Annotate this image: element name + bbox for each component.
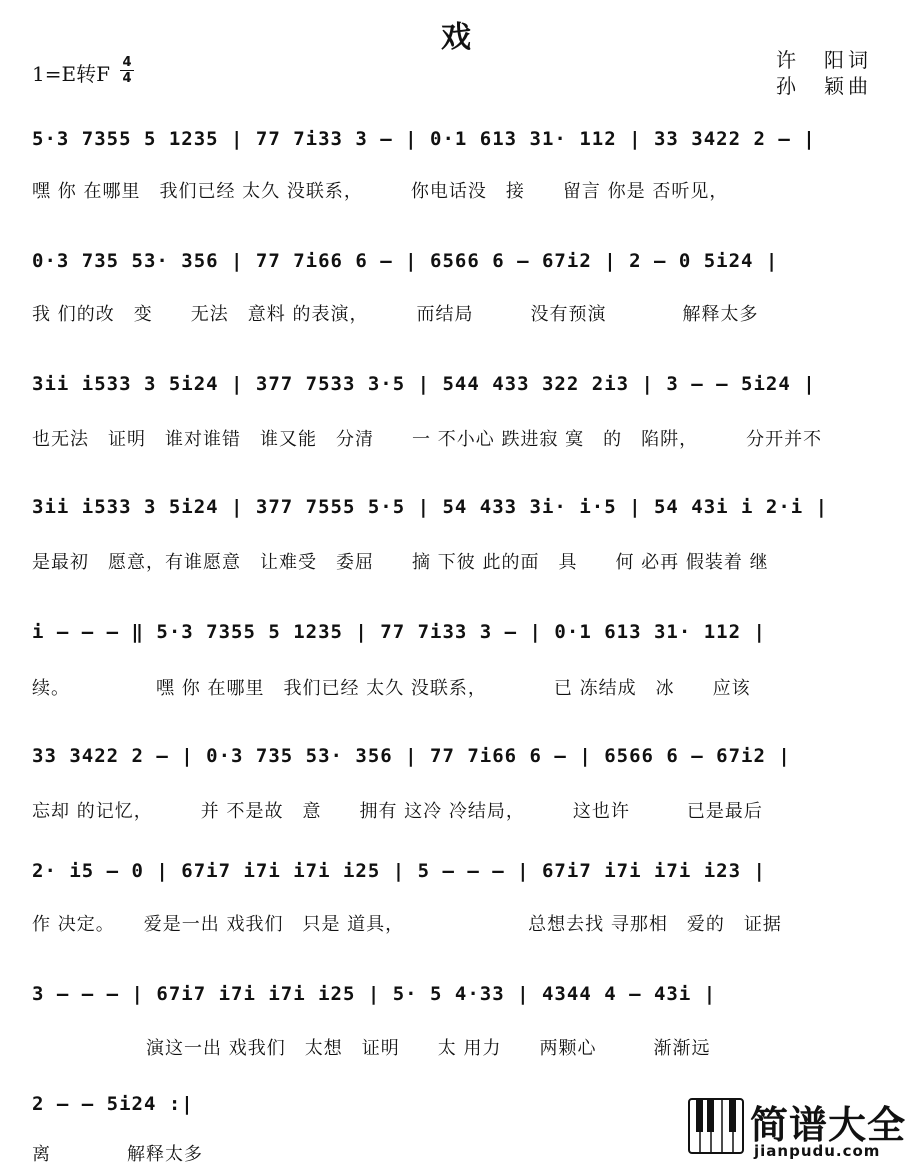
notation-row (32, 857, 880, 893)
key-signature: 1=E转F (32, 62, 110, 86)
time-signature-top: 4 (122, 55, 132, 70)
notation-line: i – – – ‖ 5·3 7355 5 1235 | 77 7i33 3 – | 0·1 613 31· 112 | (32, 621, 766, 643)
notation-line: 3ii i533 3 5i24 | 377 7533 3·5 | 544 433 322 2i3 | 3 – – 5i24 | (32, 373, 816, 395)
notation-row (32, 980, 880, 1016)
lyrics-line: 是最初 愿意，有谁愿意 让难受 委屈 摘 下彼 此的面 具 何 必再 假装着 继 (32, 552, 769, 573)
watermark-url: jianpudu.com (754, 1142, 881, 1160)
notation-line: 2· i5 – 0 | 67i7 i7i i7i i25 | 5 – – – | 67i7 i7i i7i i23 | (32, 860, 766, 882)
time-signature-bottom: 4 (122, 71, 132, 86)
lyrics-line: 演这一出 戏我们 太想 证明 太 用力 两颗心 渐渐远 (32, 1038, 711, 1059)
notation-line: 3ii i533 3 5i24 | 377 7555 5·5 | 54 433 3i· i·5 | 54 43i i 2·i | (32, 496, 829, 518)
time-signature (120, 56, 134, 85)
lyricist-credit: 许 阳词 (776, 48, 872, 72)
notation-line: 5·3 7355 5 1235 | 77 7i33 3 – | 0·1 613 31· 112 | 33 3422 2 – | (32, 128, 816, 150)
notation-line: 33 3422 2 – | 0·3 735 53· 356 | 77 7i66 6 – | 6566 6 – 67i2 | (32, 745, 791, 767)
lyrics-line: 也无法 证明 谁对谁错 谁又能 分清 一 不小心 跌进寂 寞 的 陷阱， 分开并不 (32, 429, 823, 450)
notation-row (32, 370, 880, 406)
site-watermark (688, 1094, 908, 1164)
notation-row (32, 742, 880, 778)
lyrics-line: 作 决定。 爱是一出 戏我们 只是 道具， 总想去找 寻那相 爱的 证据 (32, 914, 782, 935)
notation-row (32, 493, 880, 529)
piano-icon (688, 1098, 744, 1154)
lyrics-line: 离 解释太多 (32, 1144, 203, 1165)
watermark-title: 简谱大全 (750, 1103, 907, 1147)
composer-credit: 孙 颖曲 (776, 74, 872, 98)
lyrics-line: 嘿 你 在哪里 我们已经 太久 没联系， 你电话没 接 留言 你是 否听见， (32, 181, 729, 202)
lyrics-line: 忘却 的记忆， 并 不是故 意 拥有 这冷 冷结局， 这也许 已是最后 (32, 801, 763, 822)
notation-line: 0·3 735 53· 356 | 77 7i66 6 – | 6566 6 – 67i2 | 2 – 0 5i24 | (32, 250, 779, 272)
song-title: 戏 (441, 20, 471, 55)
notation-row (32, 247, 880, 283)
lyrics-line: 续。 嘿 你 在哪里 我们已经 太久 没联系， 已 冻结成 冰 应该 (32, 678, 751, 699)
notation-row (32, 125, 880, 161)
lyrics-line: 我 们的改 变 无法 意料 的表演， 而结局 没有预演 解释太多 (32, 304, 759, 325)
notation-line: 3 – – – | 67i7 i7i i7i i25 | 5· 5 4·33 | 4344 4 – 43i | (32, 983, 717, 1005)
notation-row (32, 618, 880, 654)
notation-line: 2 – – 5i24 :| (32, 1093, 194, 1115)
